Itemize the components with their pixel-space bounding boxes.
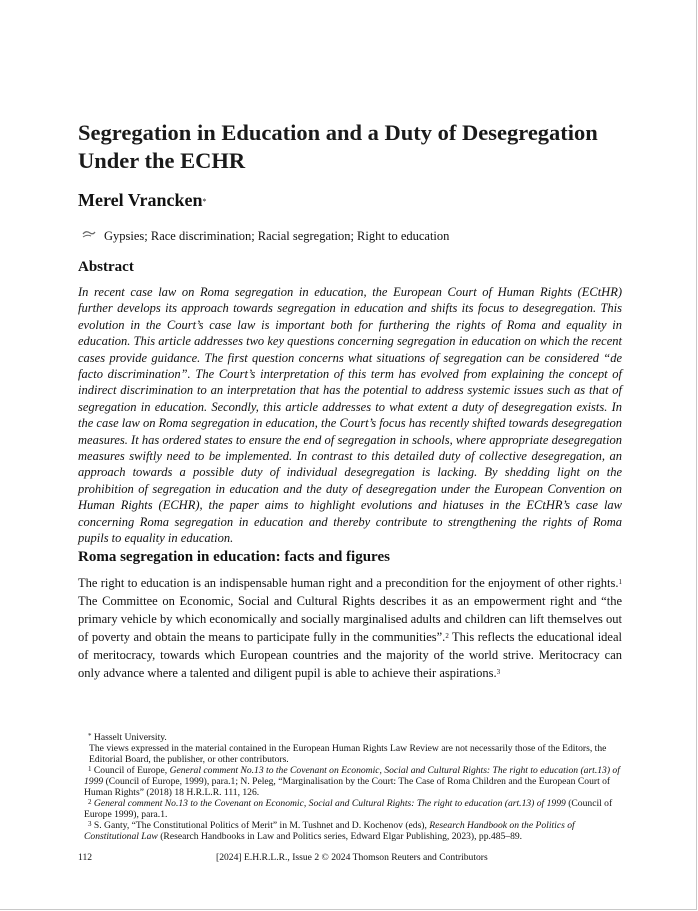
author-name-text: Merel Vrancken — [78, 190, 203, 210]
page-number: 112 — [78, 852, 93, 863]
footnote-1-mark: 1 — [88, 765, 92, 773]
footnote-2 — [84, 798, 624, 820]
abstract-heading: Abstract — [78, 259, 134, 275]
body-paragraph — [78, 574, 622, 682]
footnote-2-mark: 2 — [88, 798, 92, 806]
footnote-2-text-b: (Council of Europe 1999), para.1. — [84, 798, 613, 820]
footnote-star-mark: * — [88, 732, 92, 740]
footnote-2-italic: General comment No.13 to the Covenant on Economic, Social and Cultural Rights: The right to education (art.13) of 1999 — [91, 798, 566, 809]
article-title: Segregation in Education and a Duty of Desegregation Under the ECHR — [78, 120, 598, 173]
footnote-ref-3[interactable]: 3 — [496, 668, 501, 676]
section-heading: Roma segregation in education: facts and figures — [78, 549, 390, 565]
keywords-text: Gypsies; Race discrimination; Racial segregation; Right to education — [104, 229, 450, 243]
footnote-ref-2[interactable]: 2 — [445, 632, 449, 640]
body-text-part1: The right to education is an indispensable human right and a precondition for the enjoyment of other rights. — [78, 576, 619, 590]
footnotes — [84, 732, 624, 842]
footnote-3-text-b: (Research Handbooks in Law and Politics series, Edward Elgar Publishing, 2023), pp.485–89. — [157, 831, 523, 842]
footnote-3-italic: Research Handbook on the Politics of Constitutional Law — [84, 820, 575, 842]
footnote-1-italic: General comment No.13 to the Covenant on Economic, Social and Cultural Rights: The right to education (art.13) of 1999 — [84, 765, 620, 787]
footnote-disclaimer: The views expressed in the material contained in the European Human Rights Law Review are not necessarily those of the Editors, the Editorial Board, the publisher, or other contributors. — [89, 743, 607, 765]
footnote-3 — [84, 820, 624, 842]
abstract-text: In recent case law on Roma segregation in education, the European Court of Human Rights (ECtHR) further develops its approach towards segregation in education and shifts its focus to desegregation. This evolution in the Court’s case law is important both for furthering the rights of Roma and equality in education. This article addresses two key questions concerning segregation in education on which the recent cases provide guidance. The first question concerns what situations of segregation can be considered “de facto discrimination”. The Court’s interpretation of this term has evolved from explaining the concept of indirect discrimination to an interpretation that has the potential to address systemic issues such as that of segregation in education. Secondly, this article addresses to what extent a duty of desegregation exists. In the case law on Roma segregation in education, the Court’s focus has recently shifted towards desegregation measures. It has ordered states to ensure the end of segregation in schools, where appropriate desegregation measures swiftly need to be implemented. In contrast to this detailed duty of collective desegregation, an approach towards a possible duty of individual desegregation is lacking. By shedding light on the prohibition of segregation in education and the duty of desegregation under the European Convention on Human Rights (ECHR), the paper aims to highlight evolutions and hiatuses in the ECtHR’s case law concerning Roma segregation in education and thereby contribute to strengthening the rights of Roma pupils to equality in education. — [78, 285, 622, 546]
author-name — [78, 189, 206, 211]
footnote-1-text-b: (Council of Europe, 1999), para.1; N. Peleg, “Marginalisation by the Court: The Case of Roma Children and the European Court of Human Rights” (2018) 18 H.R.L.R. 111, 126. — [84, 776, 611, 798]
body-text-part3: This reflects the educational ideal of meritocracy, towards which European countries and the majority of the world strive. Meritocracy can only advance where a talented and diligent pupil is able to achieve their aspirations. — [78, 630, 622, 680]
footnote-author-text: Hasselt University. — [91, 732, 167, 743]
footnote-1-text-a: Council of Europe, — [91, 765, 170, 776]
footnote-author — [84, 732, 624, 743]
keywords-icon-svg — [82, 229, 96, 239]
body-text-part2: The Committee on Economic, Social and Cultural Rights describes it as an empowerment right and “the primary vehicle by which economically and socially marginalised adults and children can lift themselves out of poverty and obtain the means to participate fully in the communities”. — [78, 594, 622, 644]
journal-citation: [2024] E.H.R.L.R., Issue 2 © 2024 Thomson Reuters and Contributors — [216, 852, 488, 863]
author-footnote-mark: * — [202, 197, 207, 206]
footnote-3-mark: 3 — [88, 820, 92, 828]
keywords-icon — [82, 228, 96, 244]
footnote-ref-1[interactable]: 1 — [618, 578, 622, 586]
keywords-line — [82, 228, 449, 244]
footnote-1 — [84, 765, 624, 798]
footnote-3-text-a: S. Ganty, “The Constitutional Politics of Merit” in M. Tushnet and D. Kochenov (eds), — [91, 820, 430, 831]
